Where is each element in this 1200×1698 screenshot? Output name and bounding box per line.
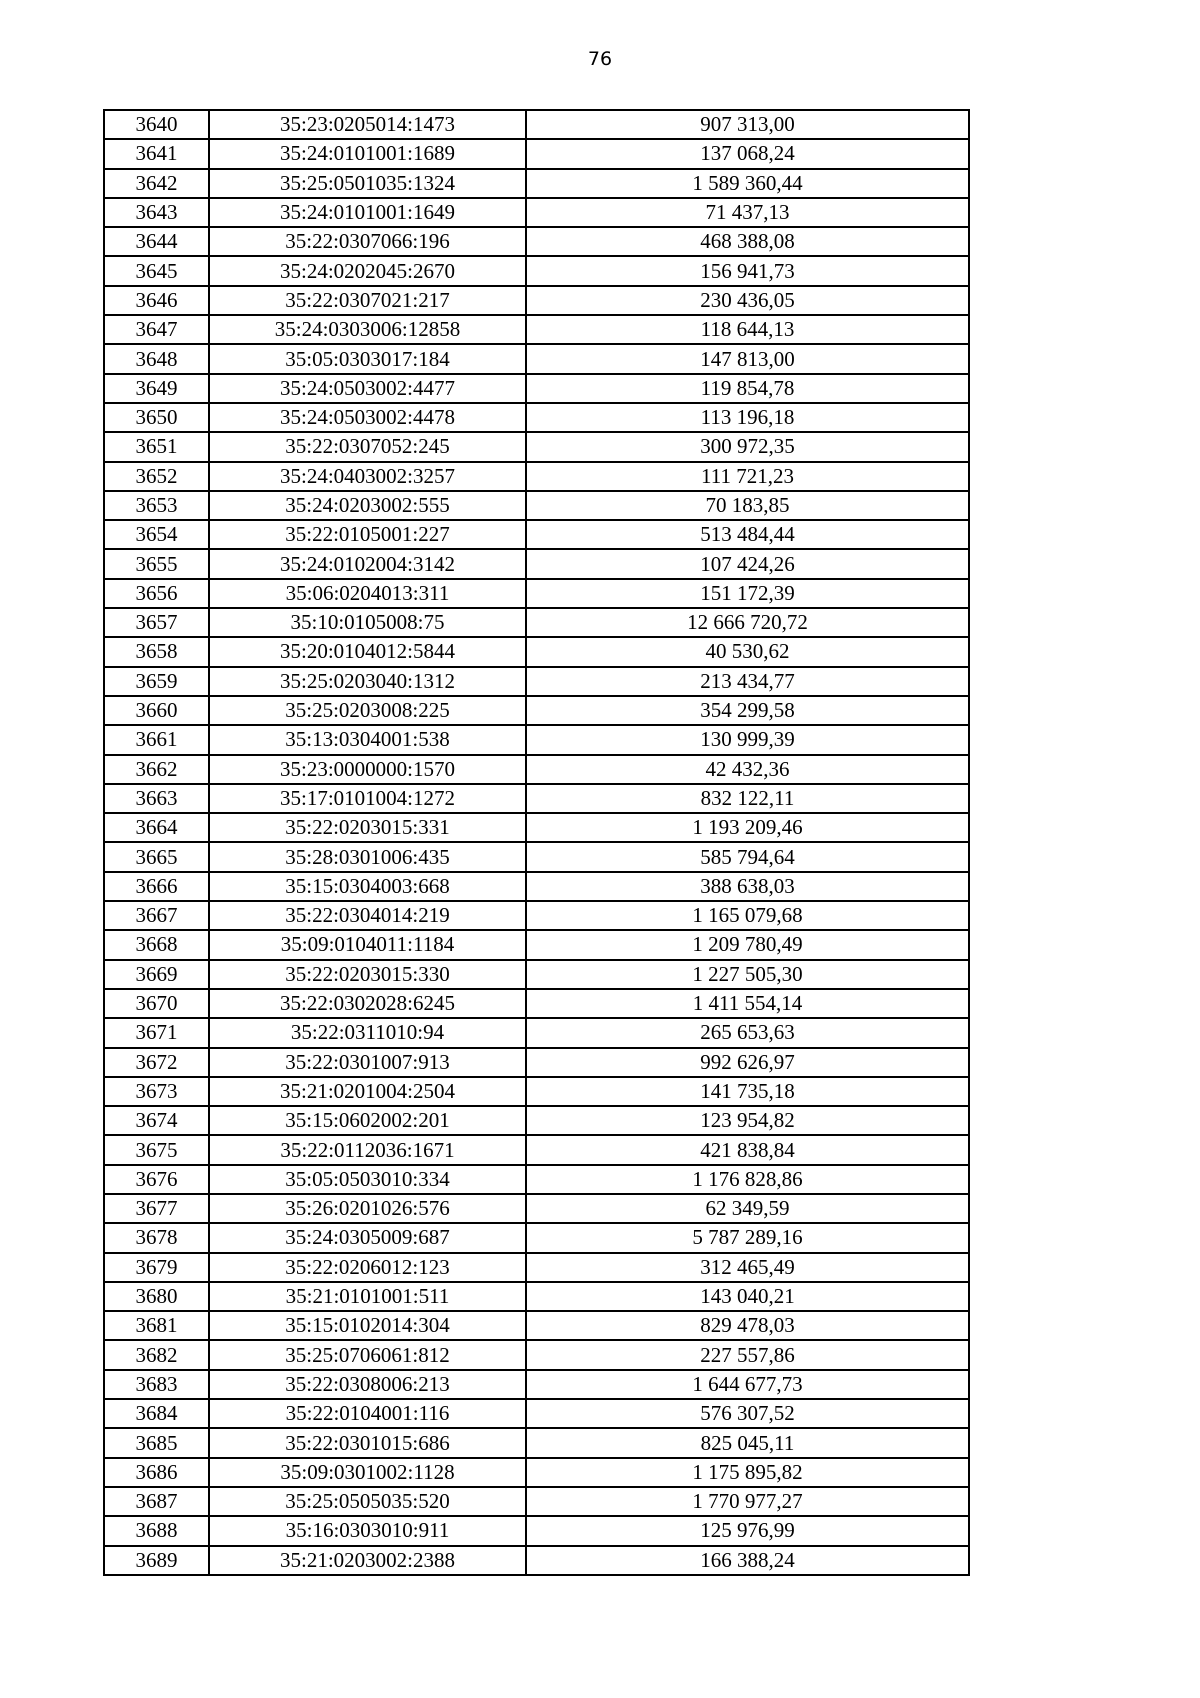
table-row	[104, 1311, 969, 1340]
value-cell: 151 172,39	[526, 579, 969, 608]
cadastral-number-cell: 35:22:0112036:1671	[209, 1135, 526, 1164]
table-row	[104, 1194, 969, 1223]
cadastral-number-cell: 35:05:0503010:334	[209, 1165, 526, 1194]
cadastral-number-cell: 35:22:0301015:686	[209, 1428, 526, 1457]
table-row	[104, 432, 969, 461]
value-cell: 992 626,97	[526, 1048, 969, 1077]
table-row	[104, 1048, 969, 1077]
value-cell: 829 478,03	[526, 1311, 969, 1340]
row-number-cell: 3640	[104, 110, 209, 139]
cadastral-number-cell: 35:22:0307066:196	[209, 227, 526, 256]
table-row	[104, 462, 969, 491]
row-number-cell: 3680	[104, 1282, 209, 1311]
value-cell: 825 045,11	[526, 1428, 969, 1457]
table-row	[104, 1135, 969, 1164]
cadastral-number-cell: 35:15:0602002:201	[209, 1106, 526, 1135]
value-cell: 111 721,23	[526, 462, 969, 491]
value-cell: 1 411 554,14	[526, 989, 969, 1018]
table-row	[104, 1165, 969, 1194]
row-number-cell: 3646	[104, 286, 209, 315]
cadastral-number-cell: 35:22:0104001:116	[209, 1399, 526, 1428]
cadastral-number-cell: 35:06:0204013:311	[209, 579, 526, 608]
cadastral-number-cell: 35:22:0301007:913	[209, 1048, 526, 1077]
table-row	[104, 579, 969, 608]
table-body	[104, 110, 969, 1575]
table-row	[104, 901, 969, 930]
value-cell: 1 193 209,46	[526, 813, 969, 842]
cadastral-number-cell: 35:22:0105001:227	[209, 520, 526, 549]
table-row	[104, 139, 969, 168]
value-cell: 230 436,05	[526, 286, 969, 315]
row-number-cell: 3669	[104, 960, 209, 989]
cadastral-number-cell: 35:21:0201004:2504	[209, 1077, 526, 1106]
value-cell: 62 349,59	[526, 1194, 969, 1223]
table-row	[104, 1282, 969, 1311]
row-number-cell: 3665	[104, 842, 209, 871]
value-cell: 312 465,49	[526, 1253, 969, 1282]
value-cell: 213 434,77	[526, 667, 969, 696]
cadastral-number-cell: 35:22:0304014:219	[209, 901, 526, 930]
value-cell: 1 209 780,49	[526, 930, 969, 959]
value-cell: 468 388,08	[526, 227, 969, 256]
row-number-cell: 3678	[104, 1223, 209, 1252]
row-number-cell: 3651	[104, 432, 209, 461]
value-cell: 1 644 677,73	[526, 1370, 969, 1399]
table-row	[104, 315, 969, 344]
value-cell: 421 838,84	[526, 1135, 969, 1164]
row-number-cell: 3687	[104, 1487, 209, 1516]
table-row	[104, 784, 969, 813]
value-cell: 141 735,18	[526, 1077, 969, 1106]
table-row	[104, 725, 969, 754]
row-number-cell: 3670	[104, 989, 209, 1018]
value-cell: 585 794,64	[526, 842, 969, 871]
cadastral-number-cell: 35:10:0105008:75	[209, 608, 526, 637]
value-cell: 147 813,00	[526, 344, 969, 373]
cadastral-number-cell: 35:21:0203002:2388	[209, 1546, 526, 1575]
row-number-cell: 3667	[104, 901, 209, 930]
row-number-cell: 3685	[104, 1428, 209, 1457]
value-cell: 265 653,63	[526, 1018, 969, 1047]
row-number-cell: 3666	[104, 872, 209, 901]
row-number-cell: 3662	[104, 755, 209, 784]
row-number-cell: 3671	[104, 1018, 209, 1047]
table-row	[104, 960, 969, 989]
value-cell: 388 638,03	[526, 872, 969, 901]
cadastral-number-cell: 35:22:0206012:123	[209, 1253, 526, 1282]
cadastral-number-cell: 35:05:0303017:184	[209, 344, 526, 373]
value-cell: 5 787 289,16	[526, 1223, 969, 1252]
cadastral-number-cell: 35:24:0403002:3257	[209, 462, 526, 491]
cadastral-number-cell: 35:26:0201026:576	[209, 1194, 526, 1223]
table-row	[104, 1253, 969, 1282]
cadastral-number-cell: 35:22:0203015:330	[209, 960, 526, 989]
value-cell: 125 976,99	[526, 1516, 969, 1545]
value-cell: 70 183,85	[526, 491, 969, 520]
table-row	[104, 1223, 969, 1252]
table-row	[104, 1077, 969, 1106]
row-number-cell: 3675	[104, 1135, 209, 1164]
value-cell: 354 299,58	[526, 696, 969, 725]
table-row	[104, 403, 969, 432]
table-row	[104, 1546, 969, 1575]
cadastral-number-cell: 35:25:0203008:225	[209, 696, 526, 725]
table-row	[104, 696, 969, 725]
row-number-cell: 3653	[104, 491, 209, 520]
cadastral-number-cell: 35:16:0303010:911	[209, 1516, 526, 1545]
row-number-cell: 3681	[104, 1311, 209, 1340]
row-number-cell: 3644	[104, 227, 209, 256]
table-row	[104, 667, 969, 696]
value-cell: 118 644,13	[526, 315, 969, 344]
cadastral-number-cell: 35:24:0101001:1689	[209, 139, 526, 168]
value-cell: 832 122,11	[526, 784, 969, 813]
value-cell: 513 484,44	[526, 520, 969, 549]
table-row	[104, 1399, 969, 1428]
row-number-cell: 3657	[104, 608, 209, 637]
row-number-cell: 3655	[104, 549, 209, 578]
row-number-cell: 3643	[104, 198, 209, 227]
cadastral-number-cell: 35:25:0501035:1324	[209, 169, 526, 198]
value-cell: 113 196,18	[526, 403, 969, 432]
cadastral-number-cell: 35:22:0308006:213	[209, 1370, 526, 1399]
value-cell: 119 854,78	[526, 374, 969, 403]
row-number-cell: 3641	[104, 139, 209, 168]
row-number-cell: 3645	[104, 256, 209, 285]
table-row	[104, 286, 969, 315]
row-number-cell: 3676	[104, 1165, 209, 1194]
cadastral-number-cell: 35:15:0102014:304	[209, 1311, 526, 1340]
cadastral-number-cell: 35:25:0203040:1312	[209, 667, 526, 696]
cadastral-number-cell: 35:22:0311010:94	[209, 1018, 526, 1047]
cadastral-number-cell: 35:09:0301002:1128	[209, 1458, 526, 1487]
table-row	[104, 755, 969, 784]
value-cell: 300 972,35	[526, 432, 969, 461]
row-number-cell: 3660	[104, 696, 209, 725]
row-number-cell: 3663	[104, 784, 209, 813]
cadastral-number-cell: 35:22:0302028:6245	[209, 989, 526, 1018]
value-cell: 1 165 079,68	[526, 901, 969, 930]
cadastral-number-cell: 35:09:0104011:1184	[209, 930, 526, 959]
value-cell: 12 666 720,72	[526, 608, 969, 637]
cadastral-number-cell: 35:24:0303006:12858	[209, 315, 526, 344]
table-row	[104, 842, 969, 871]
row-number-cell: 3684	[104, 1399, 209, 1428]
row-number-cell: 3656	[104, 579, 209, 608]
value-cell: 137 068,24	[526, 139, 969, 168]
cadastral-number-cell: 35:24:0101001:1649	[209, 198, 526, 227]
cadastral-number-cell: 35:28:0301006:435	[209, 842, 526, 871]
table-row	[104, 872, 969, 901]
cadastral-number-cell: 35:22:0203015:331	[209, 813, 526, 842]
row-number-cell: 3682	[104, 1340, 209, 1369]
row-number-cell: 3686	[104, 1458, 209, 1487]
row-number-cell: 3688	[104, 1516, 209, 1545]
table-row	[104, 1018, 969, 1047]
row-number-cell: 3661	[104, 725, 209, 754]
table-row	[104, 491, 969, 520]
table-row	[104, 1516, 969, 1545]
row-number-cell: 3647	[104, 315, 209, 344]
cadastral-number-cell: 35:24:0203002:555	[209, 491, 526, 520]
row-number-cell: 3689	[104, 1546, 209, 1575]
table-row	[104, 169, 969, 198]
table-row	[104, 256, 969, 285]
cadastral-number-cell: 35:24:0503002:4478	[209, 403, 526, 432]
row-number-cell: 3683	[104, 1370, 209, 1399]
table-row	[104, 1106, 969, 1135]
value-cell: 42 432,36	[526, 755, 969, 784]
page-number: 76	[587, 48, 613, 70]
table-row	[104, 1370, 969, 1399]
row-number-cell: 3668	[104, 930, 209, 959]
value-cell: 107 424,26	[526, 549, 969, 578]
value-cell: 71 437,13	[526, 198, 969, 227]
cadastral-number-cell: 35:15:0304003:668	[209, 872, 526, 901]
table-row	[104, 989, 969, 1018]
row-number-cell: 3679	[104, 1253, 209, 1282]
cadastral-number-cell: 35:24:0503002:4477	[209, 374, 526, 403]
row-number-cell: 3649	[104, 374, 209, 403]
value-cell: 40 530,62	[526, 637, 969, 666]
row-number-cell: 3642	[104, 169, 209, 198]
value-cell: 123 954,82	[526, 1106, 969, 1135]
value-cell: 1 175 895,82	[526, 1458, 969, 1487]
row-number-cell: 3650	[104, 403, 209, 432]
table-row	[104, 344, 969, 373]
cadastral-number-cell: 35:21:0101001:511	[209, 1282, 526, 1311]
cadastral-number-cell: 35:24:0305009:687	[209, 1223, 526, 1252]
value-cell: 156 941,73	[526, 256, 969, 285]
row-number-cell: 3674	[104, 1106, 209, 1135]
table-row	[104, 374, 969, 403]
table-row	[104, 1458, 969, 1487]
row-number-cell: 3659	[104, 667, 209, 696]
value-cell: 166 388,24	[526, 1546, 969, 1575]
value-cell: 1 589 360,44	[526, 169, 969, 198]
cadastral-number-cell: 35:22:0307052:245	[209, 432, 526, 461]
table-row	[104, 1487, 969, 1516]
row-number-cell: 3652	[104, 462, 209, 491]
value-cell: 576 307,52	[526, 1399, 969, 1428]
value-cell: 143 040,21	[526, 1282, 969, 1311]
value-cell: 1 176 828,86	[526, 1165, 969, 1194]
cadastral-number-cell: 35:17:0101004:1272	[209, 784, 526, 813]
value-cell: 1 770 977,27	[526, 1487, 969, 1516]
table-row	[104, 110, 969, 139]
table-row	[104, 813, 969, 842]
cadastral-number-cell: 35:22:0307021:217	[209, 286, 526, 315]
cadastral-number-cell: 35:13:0304001:538	[209, 725, 526, 754]
cadastral-number-cell: 35:23:0000000:1570	[209, 755, 526, 784]
table-row	[104, 549, 969, 578]
value-cell: 227 557,86	[526, 1340, 969, 1369]
row-number-cell: 3673	[104, 1077, 209, 1106]
cadastral-number-cell: 35:23:0205014:1473	[209, 110, 526, 139]
cadastral-number-cell: 35:20:0104012:5844	[209, 637, 526, 666]
row-number-cell: 3658	[104, 637, 209, 666]
cadastral-number-cell: 35:25:0706061:812	[209, 1340, 526, 1369]
cadastral-number-cell: 35:24:0102004:3142	[209, 549, 526, 578]
value-cell: 1 227 505,30	[526, 960, 969, 989]
row-number-cell: 3654	[104, 520, 209, 549]
table-row	[104, 520, 969, 549]
table-row	[104, 608, 969, 637]
row-number-cell: 3648	[104, 344, 209, 373]
cadastral-number-cell: 35:25:0505035:520	[209, 1487, 526, 1516]
table-row	[104, 1428, 969, 1457]
table-row	[104, 930, 969, 959]
value-cell: 130 999,39	[526, 725, 969, 754]
row-number-cell: 3664	[104, 813, 209, 842]
table-row	[104, 198, 969, 227]
table-row	[104, 227, 969, 256]
cadastral-number-cell: 35:24:0202045:2670	[209, 256, 526, 285]
cadastral-value-table	[103, 109, 970, 1576]
table-row	[104, 637, 969, 666]
row-number-cell: 3677	[104, 1194, 209, 1223]
value-cell: 907 313,00	[526, 110, 969, 139]
row-number-cell: 3672	[104, 1048, 209, 1077]
table-row	[104, 1340, 969, 1369]
